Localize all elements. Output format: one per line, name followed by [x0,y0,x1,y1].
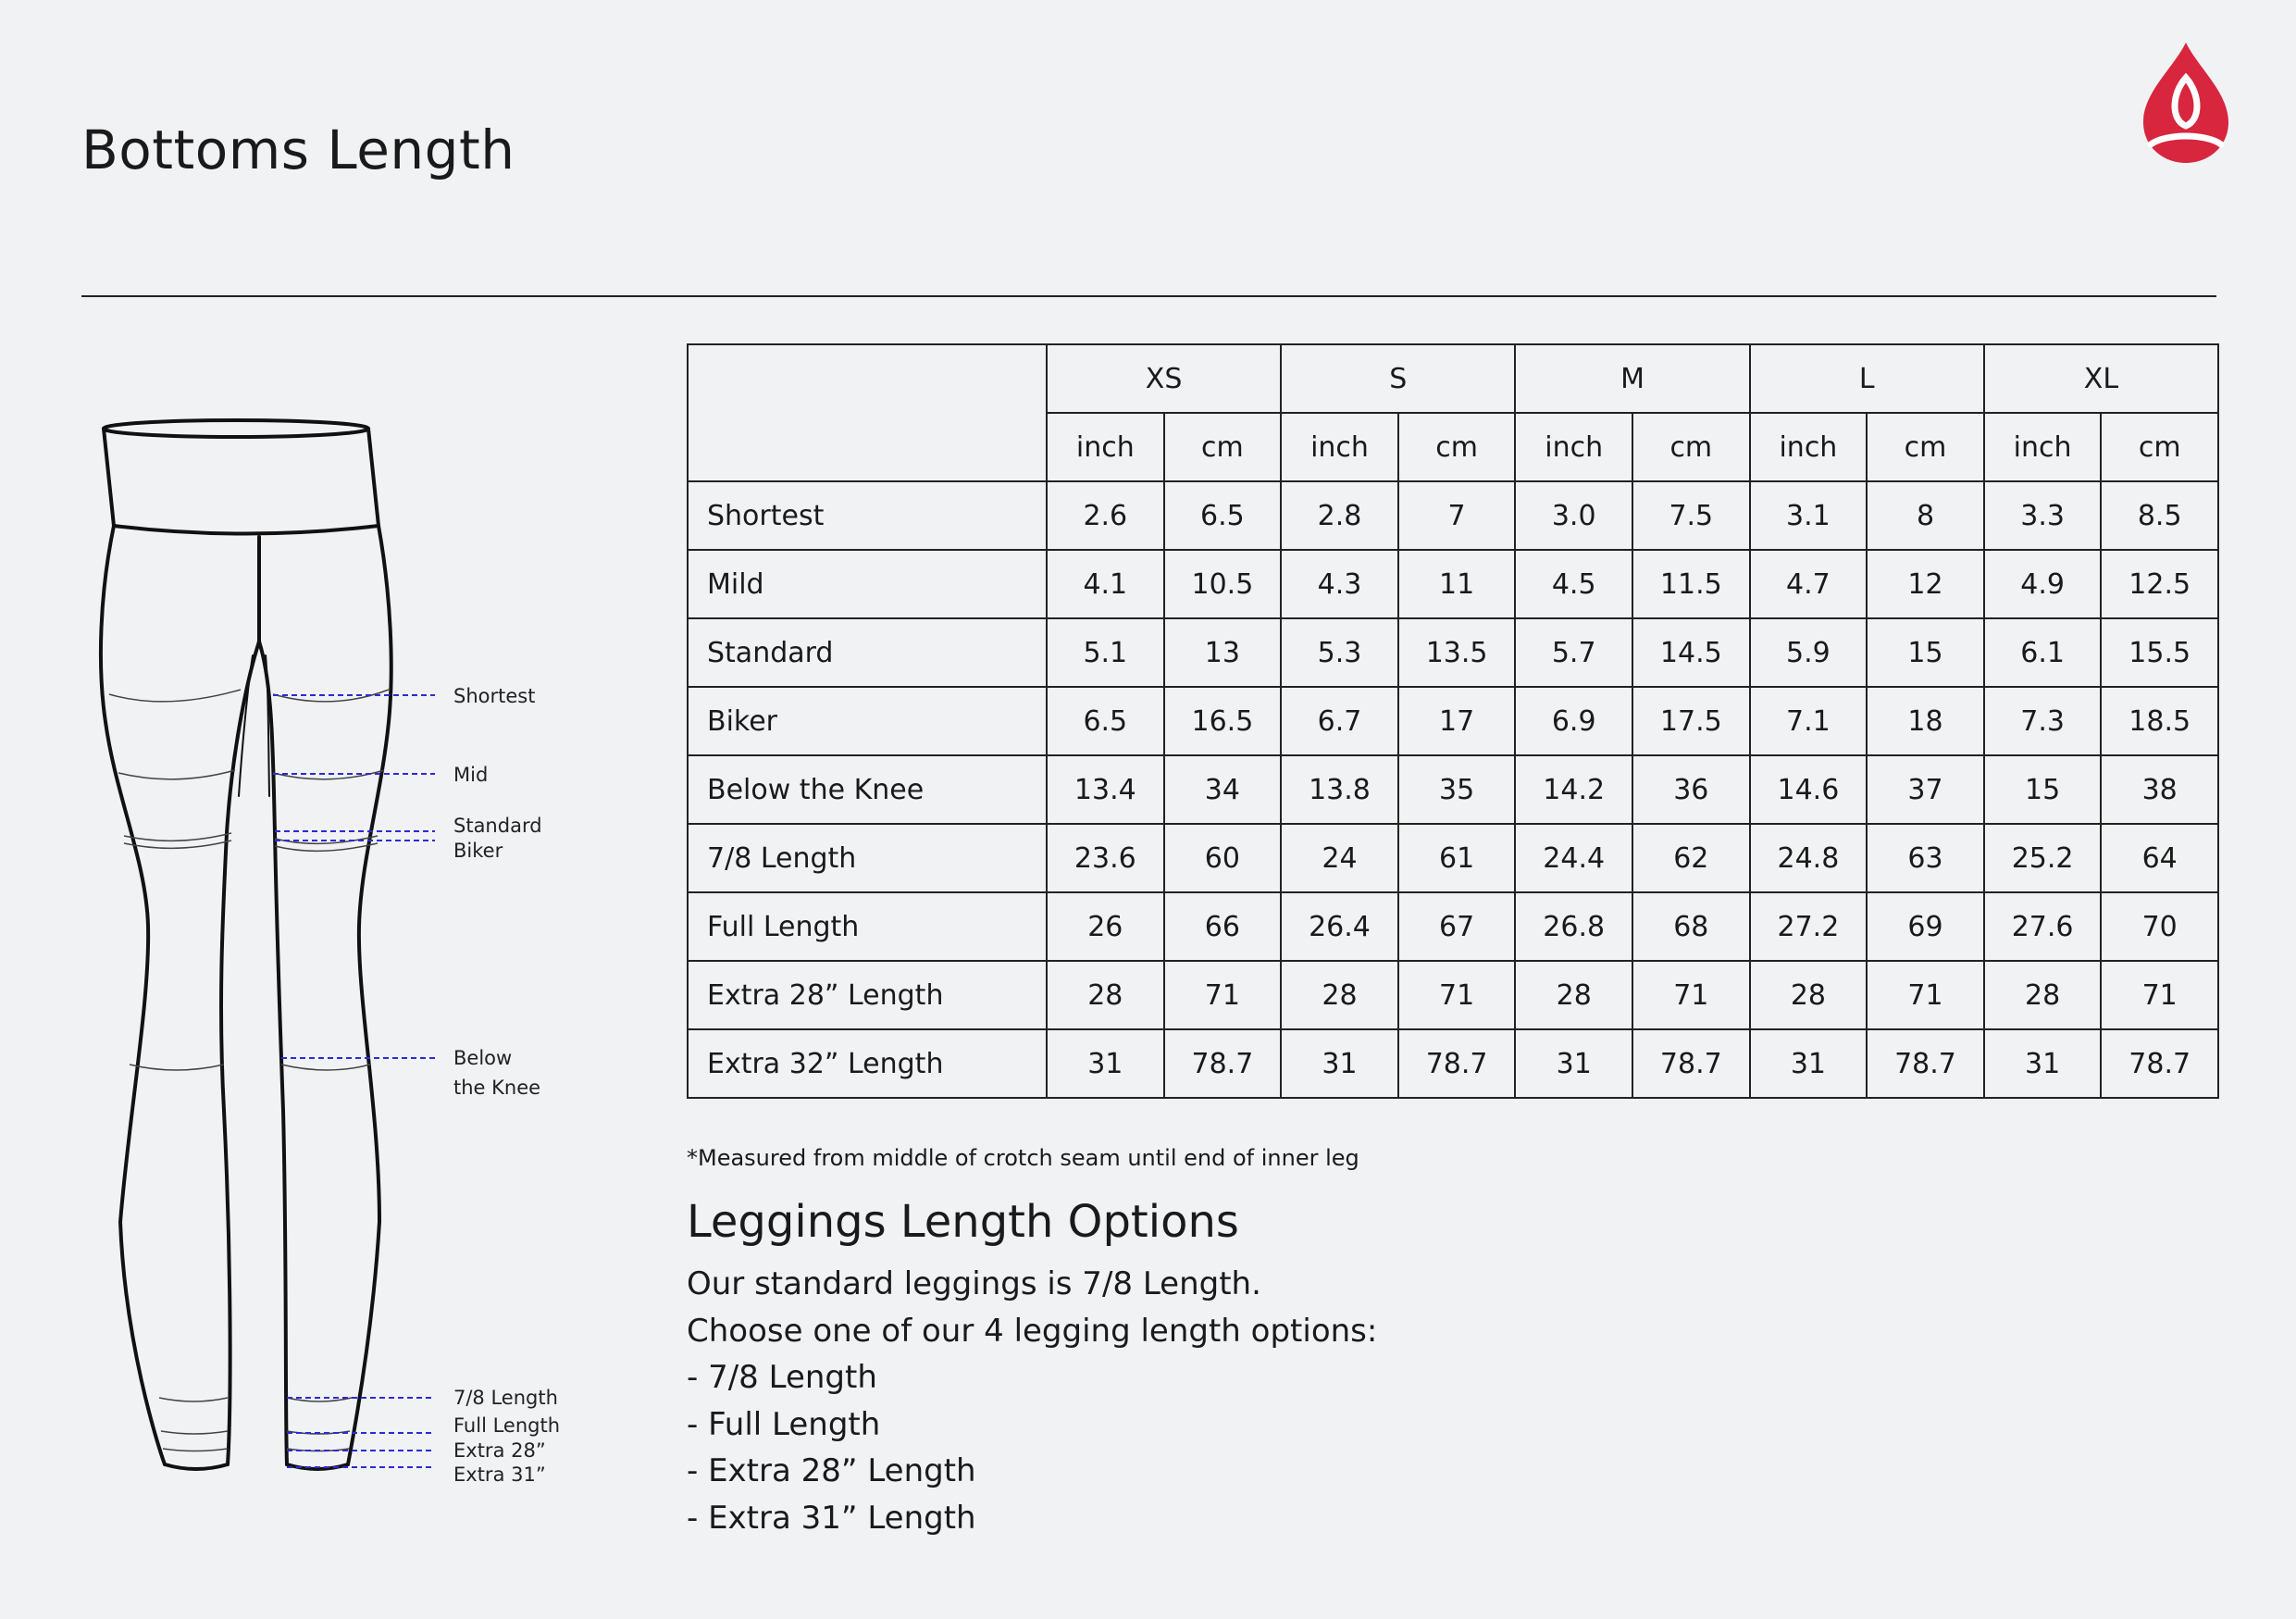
unit-header: cm [1398,413,1516,481]
row-label: Full Length [688,892,1047,961]
table-cell: 17 [1398,687,1516,755]
table-cell: 15 [1867,618,1984,687]
table-cell: 3.0 [1515,481,1632,550]
table-cell: 4.9 [1984,550,2102,618]
table-cell: 11.5 [1632,550,1750,618]
row-label: Below the Knee [688,755,1047,824]
table-cell: 6.1 [1984,618,2102,687]
table-cell: 5.7 [1515,618,1632,687]
unit-header: inch [1515,413,1632,481]
table-row [688,481,2218,550]
table-cell: 5.1 [1047,618,1164,687]
table-cell: 7.1 [1750,687,1868,755]
unit-header: inch [1047,413,1164,481]
measurement-note: *Measured from middle of crotch seam until end of inner leg [687,1145,1359,1171]
row-label: Extra 32” Length [688,1029,1047,1098]
table-cell: 26.4 [1281,892,1398,961]
table-cell: 7.3 [1984,687,2102,755]
leggings-diagram [83,407,620,1509]
table-cell: 13 [1164,618,1282,687]
table-cell: 6.7 [1281,687,1398,755]
size-header-m: M [1515,344,1749,413]
label-extra-31: Extra 31” [453,1463,546,1486]
options-list [687,1261,1377,1541]
table-cell: 5.3 [1281,618,1398,687]
table-cell: 78.7 [1398,1029,1516,1098]
table-row [688,892,2218,961]
table-cell: 31 [1750,1029,1868,1098]
table-cell: 31 [1984,1029,2102,1098]
table-cell: 12 [1867,550,1984,618]
label-standard: Standard [453,815,542,837]
table-cell: 13.8 [1281,755,1398,824]
unit-header: inch [1750,413,1868,481]
unit-header: cm [2101,413,2218,481]
unit-header: inch [1984,413,2102,481]
table-cell: 10.5 [1164,550,1282,618]
table-cell: 3.1 [1750,481,1868,550]
table-cell: 5.9 [1750,618,1868,687]
table-cell: 63 [1867,824,1984,892]
table-cell: 17.5 [1632,687,1750,755]
table-cell: 27.6 [1984,892,2102,961]
options-title: Leggings Length Options [687,1196,1239,1248]
table-row [688,961,2218,1029]
label-below-knee: Below [453,1047,513,1069]
label-mid: Mid [453,764,489,786]
table-cell: 26.8 [1515,892,1632,961]
table-cell: 78.7 [1164,1029,1282,1098]
unit-header: cm [1867,413,1984,481]
table-cell: 62 [1632,824,1750,892]
header-divider [81,295,2216,297]
table-cell: 28 [1515,961,1632,1029]
table-cell: 28 [1047,961,1164,1029]
table-cell: 6.5 [1047,687,1164,755]
table-cell: 13.4 [1047,755,1164,824]
table-cell: 31 [1515,1029,1632,1098]
table-cell: 4.3 [1281,550,1398,618]
table-cell: 8.5 [2101,481,2218,550]
table-cell: 78.7 [1867,1029,1984,1098]
table-cell: 78.7 [1632,1029,1750,1098]
table-cell: 78.7 [2101,1029,2218,1098]
row-label: Biker [688,687,1047,755]
unit-header: inch [1281,413,1398,481]
brand-logo [2138,41,2234,165]
table-cell: 18.5 [2101,687,2218,755]
table-cell: 15 [1984,755,2102,824]
table-cell: 24.8 [1750,824,1868,892]
row-label: Mild [688,550,1047,618]
table-cell: 38 [2101,755,2218,824]
table-cell: 69 [1867,892,1984,961]
row-label: Standard [688,618,1047,687]
size-header-xl: XL [1984,344,2218,413]
options-line: - Extra 31” Length [687,1499,976,1537]
table-cell: 35 [1398,755,1516,824]
table-cell: 71 [2101,961,2218,1029]
options-line: - 7/8 Length [687,1359,877,1396]
label-below-knee-2: the Knee [453,1077,541,1099]
table-cell: 4.1 [1047,550,1164,618]
table-row [688,618,2218,687]
table-cell: 28 [1750,961,1868,1029]
page-title: Bottoms Length [81,118,515,181]
table-cell: 34 [1164,755,1282,824]
row-label: Extra 28” Length [688,961,1047,1029]
table-cell: 31 [1281,1029,1398,1098]
table-cell: 71 [1398,961,1516,1029]
table-cell: 36 [1632,755,1750,824]
table-cell: 61 [1398,824,1516,892]
table-row [688,687,2218,755]
table-cell: 7.5 [1632,481,1750,550]
table-cell: 31 [1047,1029,1164,1098]
size-header-s: S [1281,344,1515,413]
row-label: Shortest [688,481,1047,550]
row-label: 7/8 Length [688,824,1047,892]
table-cell: 23.6 [1047,824,1164,892]
table-cell: 71 [1632,961,1750,1029]
header-corner [688,344,1047,481]
table-cell: 18 [1867,687,1984,755]
table-cell: 71 [1867,961,1984,1029]
unit-header: cm [1164,413,1282,481]
table-cell: 66 [1164,892,1282,961]
table-cell: 71 [1164,961,1282,1029]
table-cell: 7 [1398,481,1516,550]
table-cell: 12.5 [2101,550,2218,618]
label-extra-28: Extra 28” [453,1439,546,1462]
table-cell: 2.8 [1281,481,1398,550]
table-cell: 6.5 [1164,481,1282,550]
table-cell: 70 [2101,892,2218,961]
size-header-xs: XS [1047,344,1281,413]
table-cell: 4.5 [1515,550,1632,618]
table-cell: 14.6 [1750,755,1868,824]
table-cell: 27.2 [1750,892,1868,961]
options-line: - Extra 28” Length [687,1452,976,1489]
table-cell: 68 [1632,892,1750,961]
table-cell: 37 [1867,755,1984,824]
table-cell: 24.4 [1515,824,1632,892]
size-header-row [688,344,2218,413]
table-cell: 64 [2101,824,2218,892]
table-cell: 28 [1281,961,1398,1029]
table-cell: 26 [1047,892,1164,961]
options-line: Our standard leggings is 7/8 Length. [687,1265,1261,1302]
table-cell: 15.5 [2101,618,2218,687]
size-table [687,343,2219,1099]
table-cell: 14.2 [1515,755,1632,824]
table-cell: 60 [1164,824,1282,892]
table-row [688,550,2218,618]
table-cell: 8 [1867,481,1984,550]
table-cell: 6.9 [1515,687,1632,755]
table-row [688,755,2218,824]
label-biker: Biker [453,840,503,862]
table-cell: 2.6 [1047,481,1164,550]
table-cell: 11 [1398,550,1516,618]
table-cell: 24 [1281,824,1398,892]
table-cell: 16.5 [1164,687,1282,755]
table-cell: 14.5 [1632,618,1750,687]
table-cell: 3.3 [1984,481,2102,550]
table-cell: 28 [1984,961,2102,1029]
table-row [688,824,2218,892]
label-seven-eighth: 7/8 Length [453,1387,558,1409]
table-cell: 25.2 [1984,824,2102,892]
table-cell: 13.5 [1398,618,1516,687]
table-row [688,1029,2218,1098]
table-cell: 67 [1398,892,1516,961]
size-header-l: L [1750,344,1984,413]
unit-header: cm [1632,413,1750,481]
label-full-length: Full Length [453,1414,561,1437]
table-cell: 4.7 [1750,550,1868,618]
options-line: Choose one of our 4 legging length options: [687,1312,1378,1350]
options-line: - Full Length [687,1405,881,1443]
label-shortest: Shortest [453,685,536,707]
